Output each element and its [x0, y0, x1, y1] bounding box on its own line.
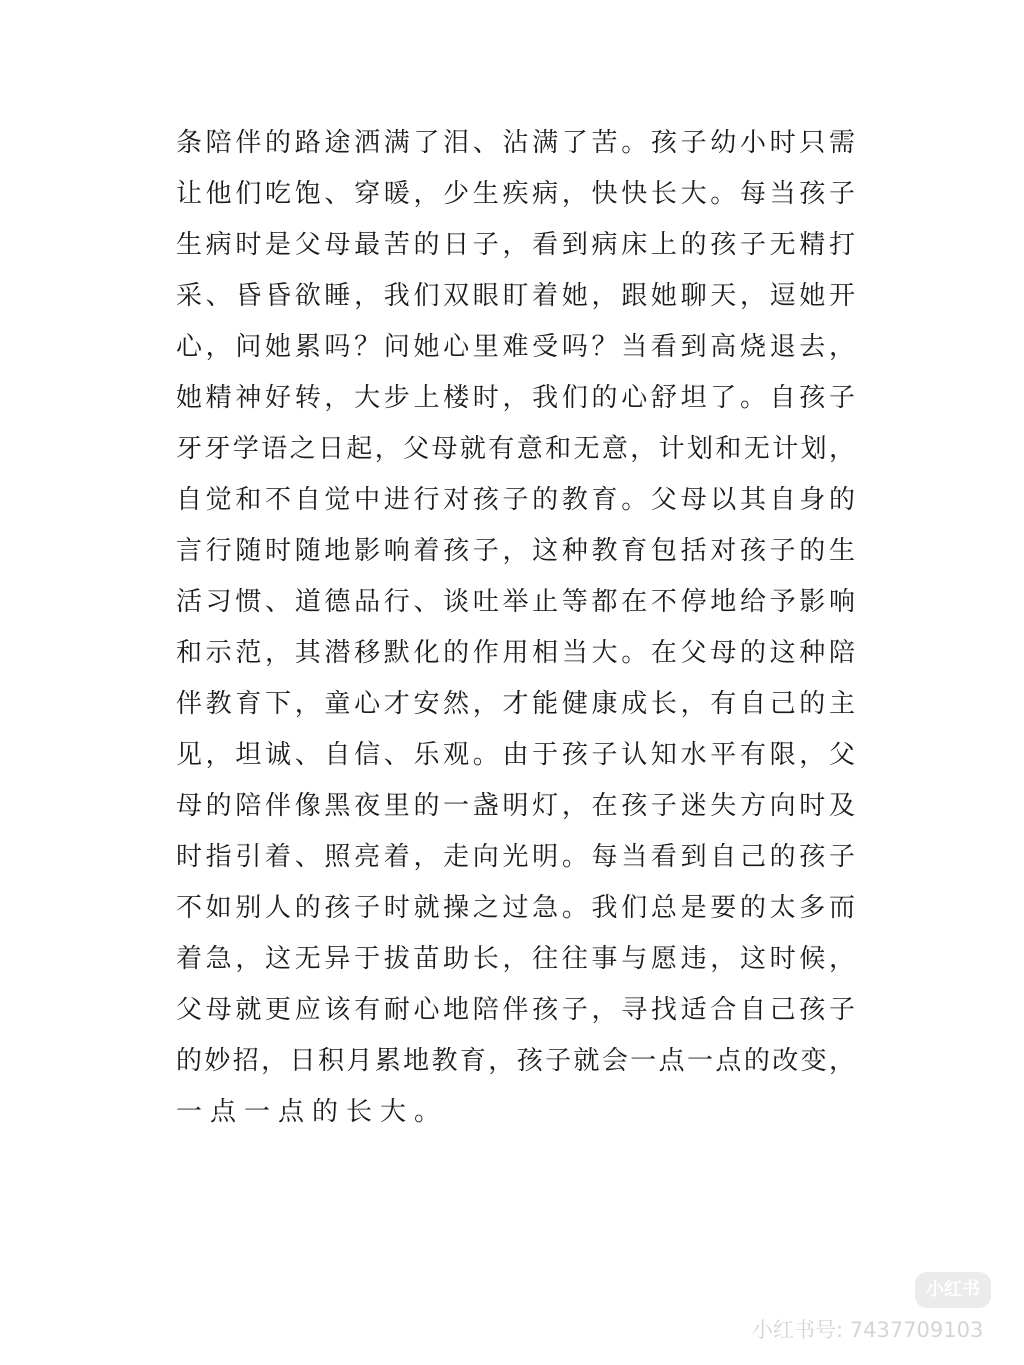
text-line: 采、昏昏欲睡，我们双眼盯着她，跟她聊天，逗她开: [176, 281, 856, 311]
text-line: 父母就更应该有耐心地陪伴孩子，寻找适合自己孩子: [176, 995, 856, 1025]
text-line: 伴教育下，童心才安然，才能健康成长，有自己的主: [176, 689, 856, 719]
text-line: 条陪伴的路途洒满了泪、沾满了苦。孩子幼小时只需: [176, 128, 856, 158]
text-line: 牙牙学语之日起，父母就有意和无意，计划和无计划，: [176, 434, 856, 464]
text-line: 母的陪伴像黑夜里的一盏明灯，在孩子迷失方向时及: [176, 791, 856, 821]
text-line: 心，问她累吗？问她心里难受吗？当看到高烧退去，: [176, 332, 856, 362]
text-line: 见，坦诚、自信、乐观。由于孩子认知水平有限，父: [176, 740, 856, 770]
text-line: 不如别人的孩子时就操之过急。我们总是要的太多而: [176, 893, 856, 923]
document-body: [176, 118, 856, 1138]
text-line: 生病时是父母最苦的日子，看到病床上的孩子无精打: [176, 230, 856, 260]
text-line: 自觉和不自觉中进行对孩子的教育。父母以其自身的: [176, 485, 856, 515]
text-line: 让他们吃饱、穿暖，少生疾病，快快长大。每当孩子: [176, 179, 856, 209]
text-line: 着急，这无异于拔苗助长，往往事与愿违，这时候，: [176, 944, 856, 974]
text-line-last: 一点一点的长大。: [176, 1097, 449, 1127]
xiaohongshu-id-watermark: 小红书号: 7437709103: [752, 1318, 984, 1342]
text-line: 活习惯、道德品行、谈吐举止等都在不停地给予影响: [176, 587, 856, 617]
text-line: 言行随时随地影响着孩子，这种教育包括对孩子的生: [176, 536, 856, 566]
xiaohongshu-logo-watermark: 小红书: [915, 1272, 991, 1308]
text-line: 的妙招，日积月累地教育，孩子就会一点一点的改变，: [176, 1046, 856, 1076]
text-line: 和示范，其潜移默化的作用相当大。在父母的这种陪: [176, 638, 856, 668]
text-line: 时指引着、照亮着，走向光明。每当看到自己的孩子: [176, 842, 856, 872]
text-line: 她精神好转，大步上楼时，我们的心舒坦了。自孩子: [176, 383, 856, 413]
